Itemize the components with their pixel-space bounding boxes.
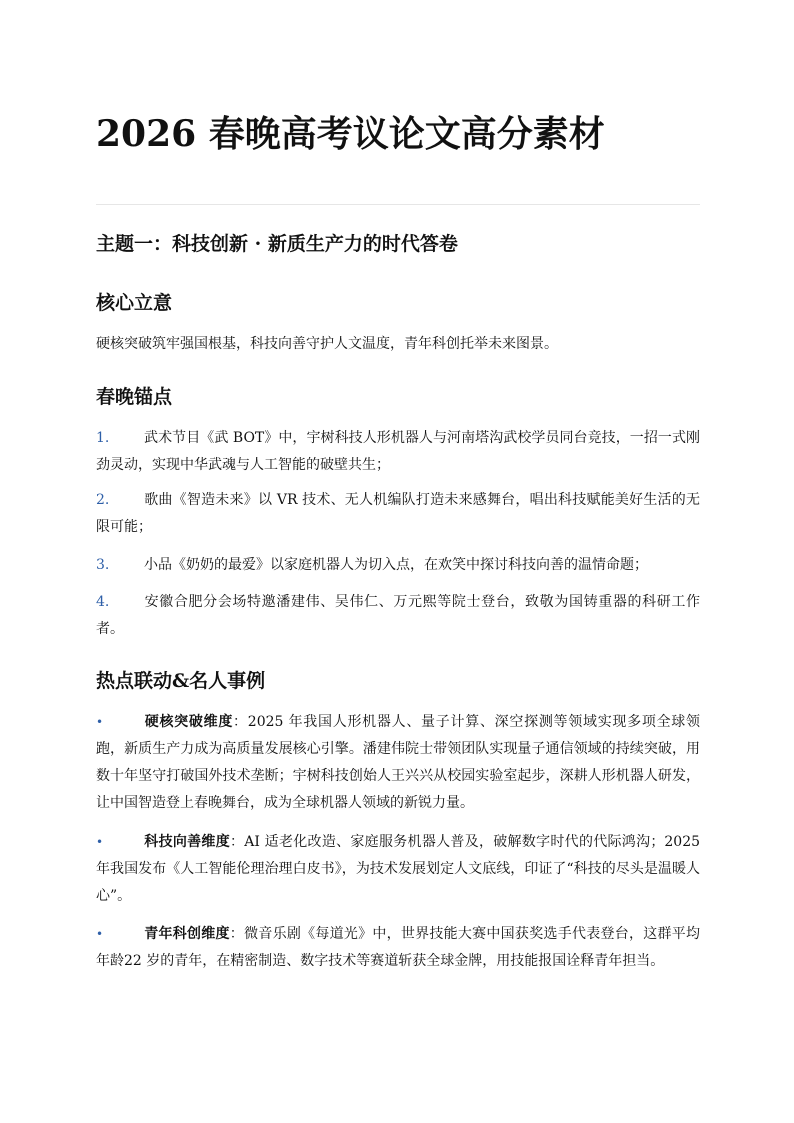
anchor-item-3 — [96, 552, 700, 579]
hotspot-separator: ： — [230, 834, 245, 850]
list-number: 1. — [96, 430, 110, 446]
hotspot-separator: ： — [233, 714, 248, 730]
list-number: 4. — [96, 594, 110, 610]
hotspots-heading: 热点联动&名人事例 — [96, 670, 266, 692]
hotspot-label: 硬核突破维度 — [144, 714, 234, 730]
bullet-marker: • — [96, 715, 104, 729]
anchor-item-text: 小品《奶奶的最爱》以家庭机器人为切入点，在欢笑中探讨科技向善的温情命题； — [144, 557, 648, 573]
hotspot-text: AI 适老化改造、家庭服务机器人普及，破解数字时代的代际鸿沟；2025 年我国发布《人工智能伦理治理白皮书》，为技术发展划定人文底线，印证了“科技的尽头是温暖人心”。 — [96, 834, 701, 904]
core-text: 硬核突破筑牢强国根基，科技向善守护人文温度，青年科创托举未来图景。 — [96, 336, 558, 352]
document-title: 2026 春晚高考议论文高分素材 — [96, 113, 605, 155]
anchor-item-1 — [96, 425, 700, 479]
list-number: 3. — [96, 557, 110, 573]
hotspot-item-1 — [96, 709, 700, 817]
anchors-heading: 春晚锚点 — [96, 386, 173, 408]
bullet-marker: • — [96, 927, 104, 941]
anchor-item-text: 歌曲《智造未来》以 VR 技术、无人机编队打造未来感舞台，唱出科技赋能美好生活的无限可能； — [96, 492, 700, 535]
hotspot-separator: ： — [229, 926, 245, 942]
hotspot-text: 2025 年我国人形机器人、量子计算、深空探测等领域实现多项全球领跑，新质生产力成为高质量发展核心引擎。潘建伟院士带领团队实现量子通信领域的持续突破，用数十年坚守打破国外技术垄断；宇树科技创始人王兴兴从校园实验室起步，深耕人形机器人研发，让中国智造登上春晚舞台，成为全球机器人领域的新锐力量。 — [96, 714, 701, 811]
bullet-marker: • — [96, 835, 104, 849]
anchor-item-2 — [96, 487, 700, 541]
hotspot-label: 青年科创维度 — [144, 926, 230, 942]
hotspot-text: 微音乐剧《每道光》中，世界技能大赛中国获奖选手代表登台，这群平均年龄22 岁的青年，在精密制造、数字技术等赛道斩获全球金牌，用技能报国诠释青年担当。 — [96, 926, 701, 969]
hotspot-label: 科技向善维度 — [144, 834, 230, 850]
core-heading: 核心立意 — [96, 292, 173, 314]
hotspot-item-3 — [96, 921, 700, 975]
anchor-item-text: 武术节目《武 BOT》中，宇树科技人形机器人与河南塔沟武校学员同台竞技，一招一式刚劲灵动，实现中华武魂与人工智能的破壁共生； — [96, 430, 700, 473]
anchor-item-text: 安徽合肥分会场特邀潘建伟、吴伟仁、万元熙等院士登台，致敬为国铸重器的科研工作者。 — [96, 594, 700, 637]
hotspot-item-2 — [96, 829, 700, 910]
theme-heading: 主题一：科技创新 · 新质生产力的时代答卷 — [96, 233, 458, 255]
anchor-item-4 — [96, 589, 700, 643]
list-number: 2. — [96, 492, 110, 508]
title-divider — [96, 204, 700, 205]
